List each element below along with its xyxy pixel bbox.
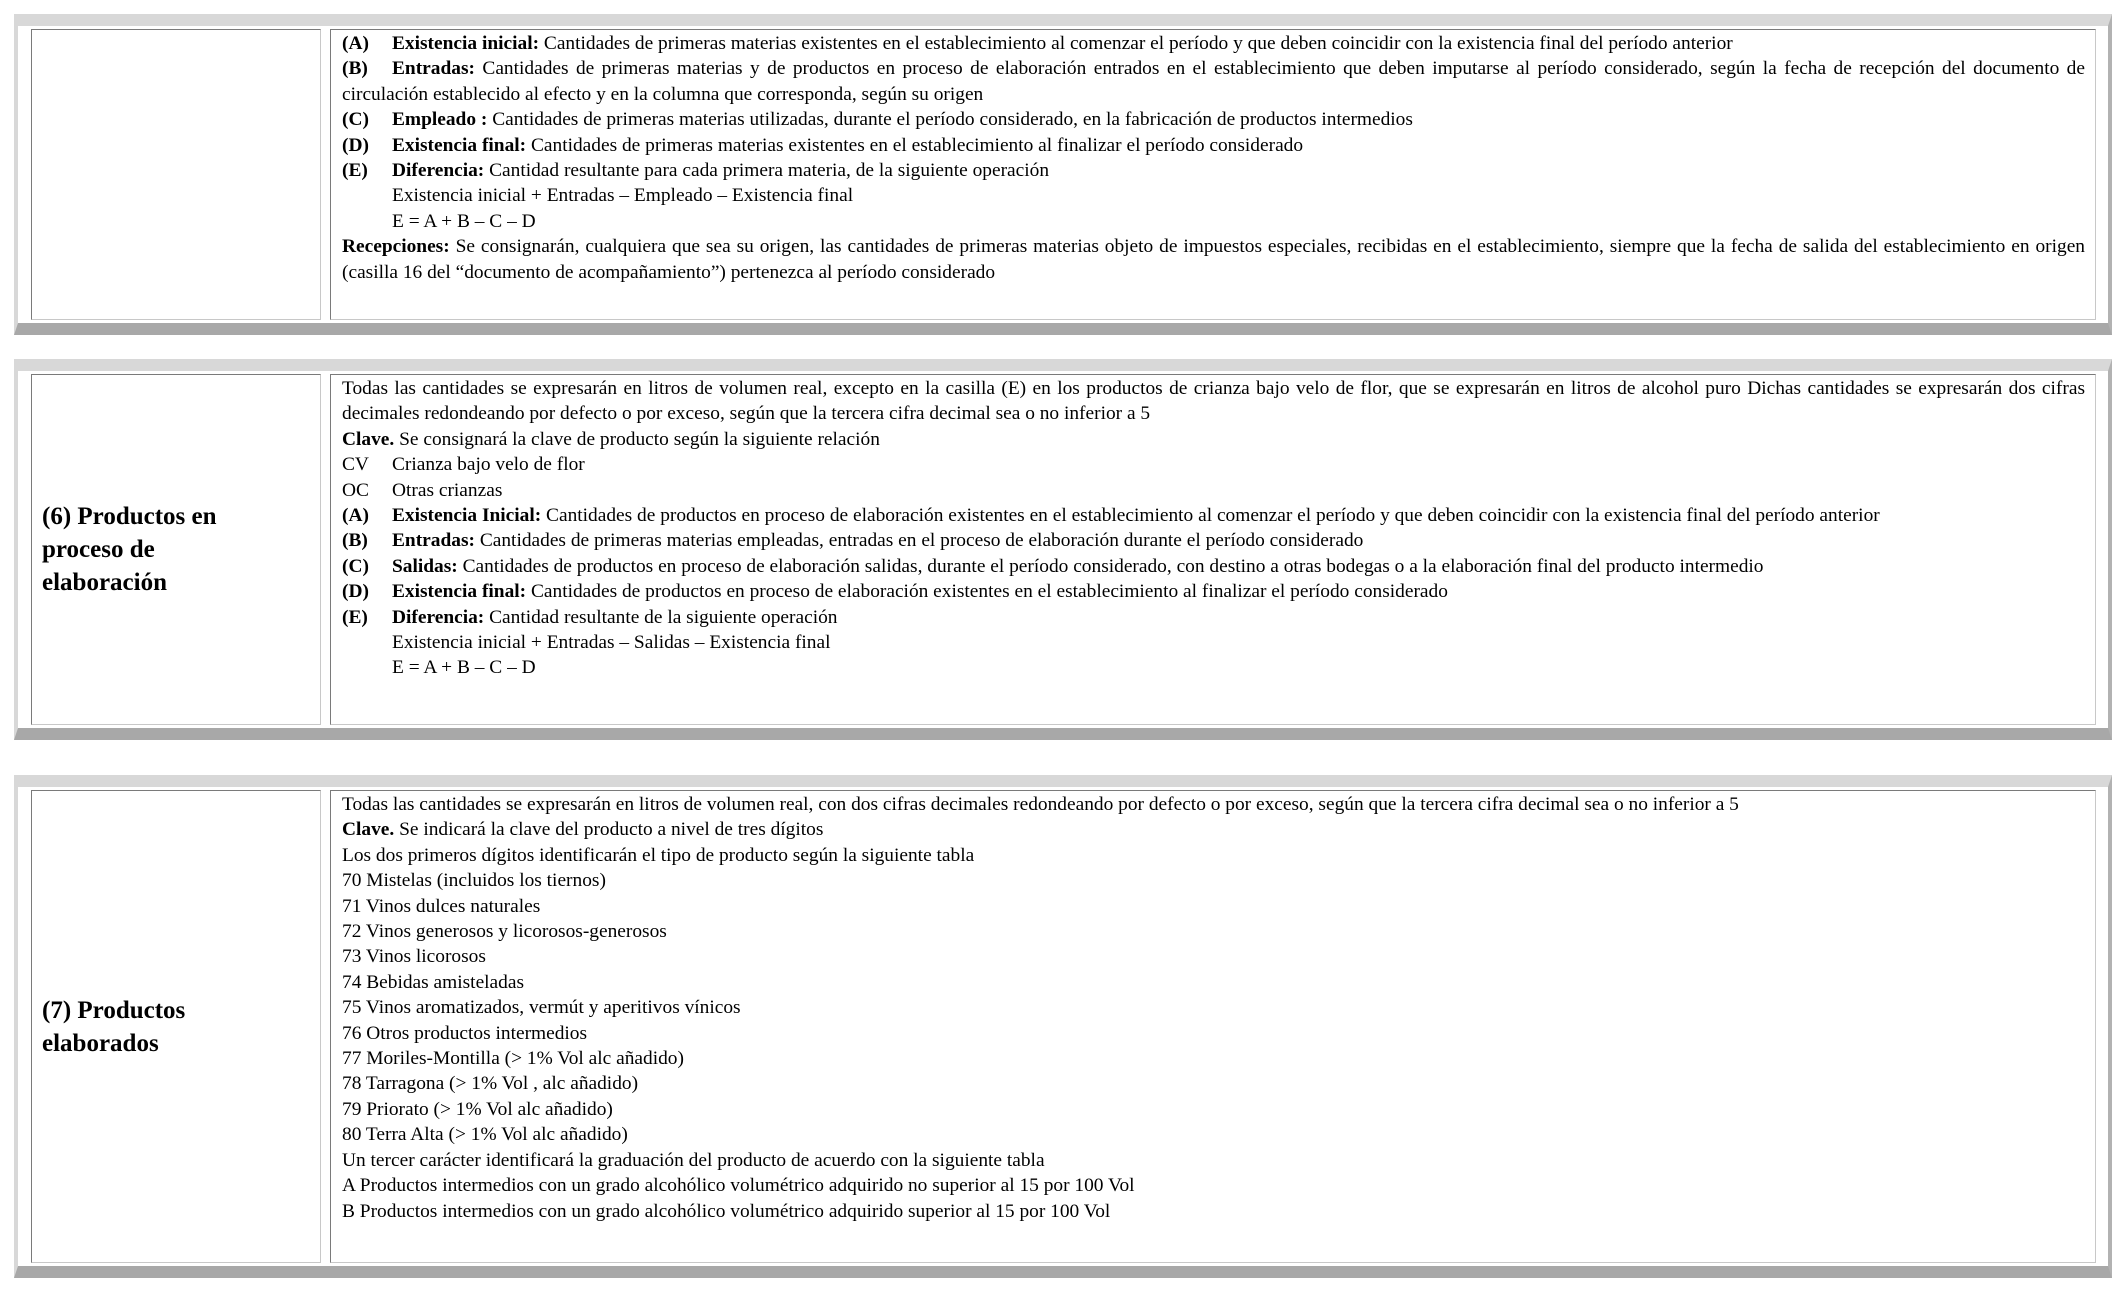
list-item: 77 Moriles-Montilla (> 1% Vol alc añadido) — [342, 1048, 684, 1070]
item-tag: (B) — [342, 530, 368, 552]
item-label: Existencia final: — [392, 134, 527, 156]
section-title: (7) Productos elaborados — [42, 996, 186, 1057]
clave-text: Se consignará la clave de producto según la siguiente relación — [394, 428, 880, 450]
item-tag: (C) — [342, 109, 369, 131]
list-item: 75 Vinos aromatizados, vermút y aperitivos vínicos — [342, 997, 741, 1019]
clave-label: Clave. — [342, 428, 395, 450]
clave-line — [342, 427, 2085, 452]
list-item: 70 Mistelas (incluidos los tiernos) — [342, 870, 606, 892]
section-description-cell — [330, 374, 2096, 725]
section-raw-materials — [14, 14, 2112, 335]
list-item — [342, 528, 2085, 553]
clave-label: Clave. — [342, 819, 395, 841]
code-item — [342, 452, 2085, 477]
item-label: Existencia final: — [392, 581, 527, 603]
list-item — [342, 31, 2085, 56]
list-item — [342, 554, 2085, 579]
recepciones-note — [342, 234, 2085, 285]
grade-item: B Productos intermedios con un grado alcohólico volumétrico adquirido superior al 15 por 100 Vol — [342, 1200, 1111, 1222]
list-item: 76 Otros productos intermedios — [342, 1022, 588, 1044]
table-intro: Los dos primeros dígitos identificarán el tipo de producto según la siguiente tabla — [342, 844, 975, 866]
clave-text: Se indicará la clave del producto a nivel de tres dígitos — [394, 819, 824, 841]
list-item: 74 Bebidas amisteladas — [342, 971, 525, 993]
item-label: Diferencia: — [392, 160, 485, 182]
item-text: Cantidades de productos en proceso de elaboración existentes en el establecimiento al finalizar el período considerado — [526, 581, 1448, 603]
item-text: Cantidades de primeras materias empleadas, entradas en el proceso de elaboración durante el período considerado — [474, 530, 1364, 552]
formula: E = A + B – C – D — [392, 210, 536, 232]
recepciones-label: Recepciones: — [342, 236, 450, 258]
section-title-cell — [31, 29, 321, 320]
item-tag: (B) — [342, 58, 368, 80]
formula-text: Existencia inicial + Entradas – Salidas – Existencia final — [392, 632, 831, 654]
item-label: Empleado : — [392, 109, 488, 131]
list-item: 71 Vinos dulces naturales — [342, 895, 541, 917]
item-text: Cantidades de productos en proceso de elaboración salidas, durante el período considerado, con destino a otras bodegas o a la elaboración final del producto intermedio — [457, 555, 1764, 577]
item-tag: (C) — [342, 555, 369, 577]
code-desc: Crianza bajo velo de flor — [392, 454, 585, 476]
item-label: Diferencia: — [392, 606, 485, 628]
grade-item: A Productos intermedios con un grado alcohólico volumétrico adquirido no superior al 15 por 100 Vol — [342, 1175, 1135, 1197]
clave-line — [342, 817, 2085, 842]
code-desc: Otras crianzas — [392, 479, 503, 501]
item-label: Entradas: — [392, 530, 475, 552]
section-products-in-process — [14, 359, 2112, 740]
list-item — [342, 107, 2085, 132]
list-item — [342, 56, 2085, 107]
section-title-cell — [31, 374, 321, 725]
list-item — [342, 605, 2085, 630]
list-item: 79 Priorato (> 1% Vol alc añadido) — [342, 1098, 613, 1120]
formula: E = A + B – C – D — [392, 657, 536, 679]
item-text: Cantidad resultante para cada primera materia, de la siguiente operación — [484, 160, 1050, 182]
item-tag: (A) — [342, 505, 369, 527]
item-tag: (D) — [342, 134, 369, 156]
list-item — [342, 579, 2085, 604]
section-title-cell — [31, 790, 321, 1263]
item-text: Cantidades de productos en proceso de elaboración existentes en el establecimiento al comenzar el período y que deben coincidir con la existencia final del período anterior — [541, 505, 1880, 527]
item-text: Cantidades de primeras materias existentes en el establecimiento al finalizar el período considerado — [526, 134, 1304, 156]
intro-text: Todas las cantidades se expresarán en litros de volumen real, excepto en la casilla (E) en los productos de crianza bajo velo de flor, que se expresarán en litros de alcohol puro Dichas cantidades se expresarán dos cifras decimales redondeando por defecto o por exceso, según que la tercera cifra decimal sea o no inferior a 5 — [342, 378, 2085, 425]
recepciones-text: Se consignarán, cualquiera que sea su origen, las cantidades de primeras materias objeto de impuestos especiales, recibidas en el establecimiento, siempre que la fecha de salida del establecimiento en origen (casilla 16 del “documento de acompañamiento”) pertenezca al período considerado — [342, 236, 2085, 283]
item-text: Cantidades de primeras materias existentes en el establecimiento al comenzar el período y que deben coincidir con la existencia final del período anterior — [539, 33, 1733, 54]
third-char-intro: Un tercer carácter identificará la graduación del producto de acuerdo con la siguiente tabla — [342, 1149, 1045, 1171]
formula-text: Existencia inicial + Entradas – Empleado – Existencia final — [392, 185, 854, 207]
code-item — [342, 478, 2085, 503]
item-tag: (E) — [342, 160, 368, 182]
list-item: 78 Tarragona (> 1% Vol , alc añadido) — [342, 1073, 639, 1095]
item-text: Cantidades de primeras materias y de productos en proceso de elaboración entrados en el establecimiento que deben imputarse al período considerado, según la fecha de recepción del documento de circulación establecido al efecto y en la columna que corresponda, según su origen — [342, 58, 2085, 105]
item-tag: (D) — [342, 581, 369, 603]
code: OC — [342, 479, 369, 501]
item-label: Salidas: — [392, 555, 458, 577]
item-label: Entradas: — [392, 58, 475, 80]
section-description-cell — [330, 790, 2096, 1263]
list-item — [342, 503, 2085, 528]
item-tag: (A) — [342, 33, 369, 54]
list-item: 80 Terra Alta (> 1% Vol alc añadido) — [342, 1124, 628, 1146]
list-item — [342, 158, 2085, 183]
item-label: Existencia inicial: — [392, 33, 540, 54]
list-item: 72 Vinos generosos y licorosos-generosos — [342, 921, 667, 943]
section-title: (6) Productos en proceso de elaboración — [42, 503, 217, 596]
item-text: Cantidad resultante de la siguiente operación — [484, 606, 838, 628]
item-tag: (E) — [342, 606, 368, 628]
intro-text: Todas las cantidades se expresarán en litros de volumen real, con dos cifras decimales redondeando por defecto o por exceso, según que la tercera cifra decimal sea o no inferior a 5 — [342, 794, 1739, 815]
list-item: 73 Vinos licorosos — [342, 946, 486, 968]
item-label: Existencia Inicial: — [392, 505, 542, 527]
item-text: Cantidades de primeras materias utilizadas, durante el período considerado, en la fabricación de productos intermedios — [487, 109, 1413, 131]
section-finished-products — [14, 775, 2112, 1278]
code: CV — [342, 454, 369, 476]
section-description-cell — [330, 29, 2096, 320]
list-item — [342, 133, 2085, 158]
